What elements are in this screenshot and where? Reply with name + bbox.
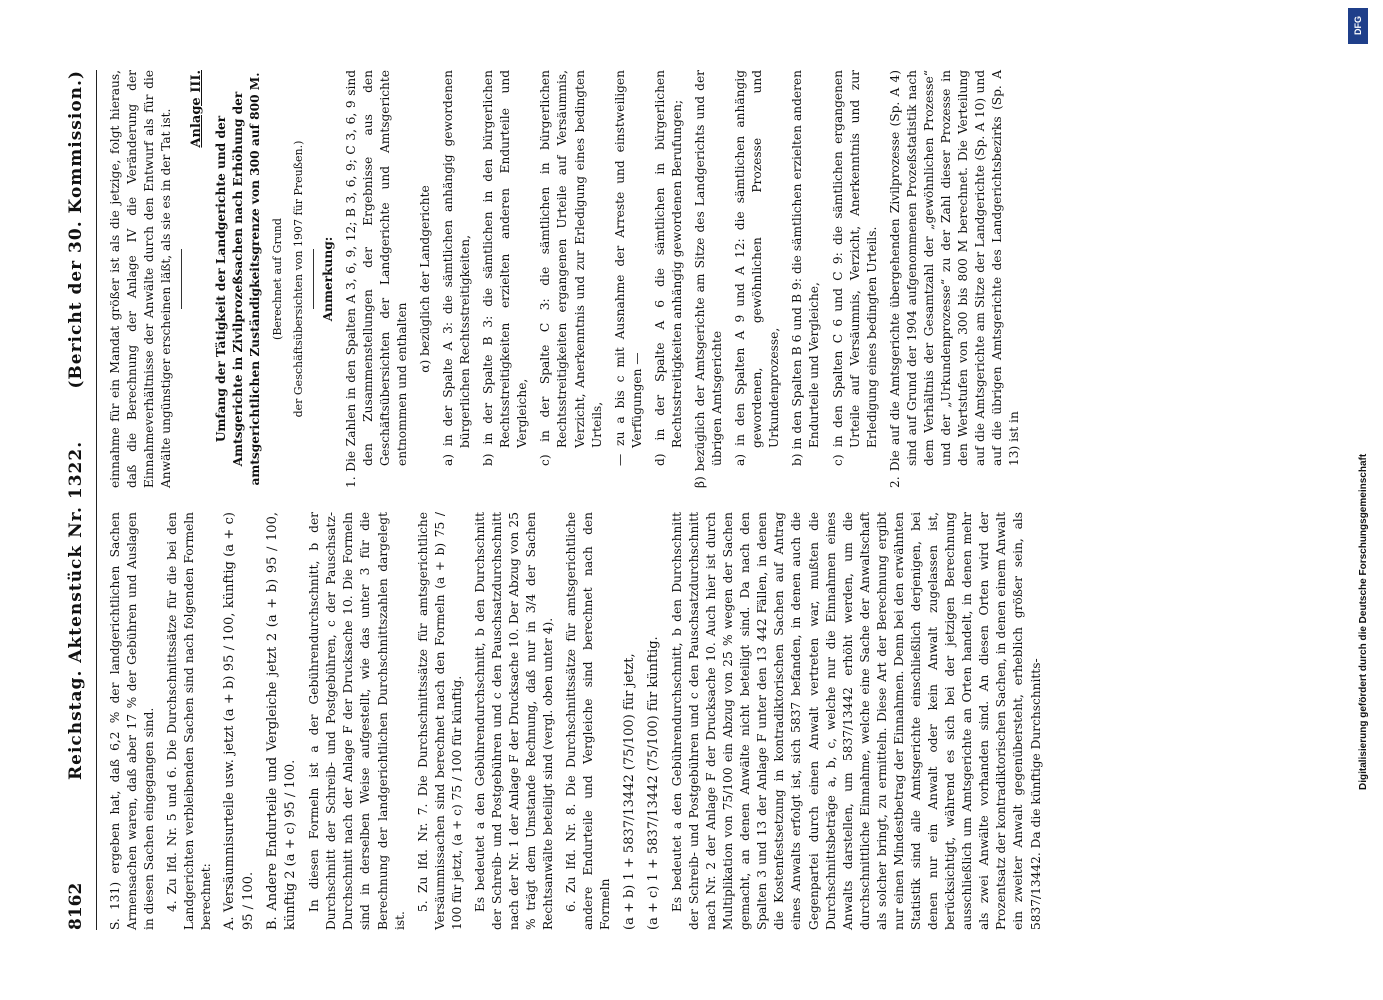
dfg-logo: DFG — [1348, 8, 1368, 44]
formula-expression: 2 (a + c) 95 / 100 — [283, 763, 299, 879]
paragraph: 5. Zu lfd. Nr. 7. Die Durchschnittssätze für amtsgerichtliche Versäumnissachen sind berechnet nach den Formeln (a + b) 75 / 100 für jetzt, (a + c) 75 / 100 für künftig. — [415, 512, 464, 930]
note-subheading: β) bezüglich der Amtsgerichte am Sitze des Landgerichts und der übrigen Amtsgerichte — [693, 70, 725, 488]
note-subitem: a) in der Spalte A 3: die sämtlichen anhängig gewordenen bürgerlichen Rechtsstreitigkeiten, — [440, 70, 473, 466]
formula-c: (a + b) 1 + 5837/13442 (75/100) für jetzt, — [621, 653, 637, 930]
note-heading: Anmerkung: — [320, 236, 335, 322]
note-subitem: c) in der Spalte C 3: die sämtlichen in bürgerlichen Rechtsstreitigkeiten ergangenen Urteile auf Versäumnis, Verzicht, Anerkenntnis und zur Erledigung eines bedingten Urteils, — [538, 70, 604, 466]
formula-expression: (a + b) 95 / 100 — [222, 616, 238, 722]
formula-a: A. Versäumnisurteile usw. jetzt (a + b) 95 / 100, künftig (a + c) 95 / 100. — [222, 512, 256, 930]
note-subitem: c) in den Spalten C 6 und C 9: die sämtlichen ergangenen Urteile auf Versäumnis, Verzicht, Anerkenntnis und zur Erledigung eines bedingten Urteils. — [830, 70, 879, 466]
note-subitem: — zu a bis c mit Ausnahme der Arreste und einstweiligen Verfügungen — — [612, 70, 644, 466]
formula-expression: (a + c) 95 / 100 — [222, 512, 256, 930]
note-subheading: α) bezüglich der Landgerichte — [417, 185, 432, 373]
paragraph: S. 131) ergeben hat, daß 6,2 % der landgerichtlichen Sachen Armensachen waren, daß aber 17 % der Gebühren und Auslagen in diesen Sachen eingegangen sind. — [108, 512, 157, 930]
note-subitem: b) in den Spalten B 6 und B 9: die sämtlichen erzielten anderen Endurteile und Vergleiche, — [790, 70, 822, 466]
formula-label: A. Versäumnisurteile usw. jetzt — [222, 725, 238, 930]
paragraph: Es bedeutet a den Gebührendurchschnitt, b den Durchschnitt der Schreib- und Postgebühren und c den Pauschsatzdurchschnitt nach der Nr. 1 der Anlage F der Drucksache 10. Der Abzug von 25 % trägt dem Umstande Rechnung, daß nur in 3/4 der Sachen Rechtsanwälte beteiligt sind (vergl. oben unter 4). — [472, 512, 556, 930]
annex-subtitle: (Berechnet auf Grund — [270, 218, 284, 340]
paragraph: Es bedeutet a den Gebührendurchschnitt, b den Durchschnitt der Schreib- und Postgebühren und c den Pauschsatzdurchschnitt nach Nr. 2 der Anlage F der Drucksache 10. Auch hier ist durch Multiplikation von 75/100 ein Abzug von 25 % wegen der Sachen gemacht, an denen Anwälte nicht beteiligt sind. Da nach den Spalten 3 und 13 der Anlage F unter den 13 442 Fällen, in denen die Kostenfestsetzung in kontradiktorischen Sachen auf Antrag eines Anwalts erfolgt ist, sich 5837 befanden, in denen auch die Gegenpartei durch einen Anwalt vertreten war, mußten die Durchschnittsbeträge a, b, c, welche nur die Einnahmen eines Anwalts darstellen, um 5837/13442 erhöht werden, um die durchschnittliche Einnahme, welche eine Sache der Anwaltschaft als solcher bringt, zu ermitteln. Diese Art der Berechnung ergibt nur einen Mindestbetrag der Einnahmen. Denn bei den erwähnten Statistik sind alle Amtsgerichte einschließlich derjenigen, bei denen nur ein Anwalt oder kein Anwalt zugelassen ist, berücksichtigt, während es sich bei der jetzigen Berechnung ausschließlich um Amtsgerichte an Orten handelt, in denen mehr als zwei Anwälte vorhanden sind. An diesen Orten wird der Prozentsatz der kontradiktorischen Sachen, in denen einem Anwalt ein zweiter Anwalt gegenübersteht, erheblich größer sein, als 5837/13442. Da die künftige Durchschnitts- — [669, 512, 1043, 930]
note-item: 1. Die Zahlen in den Spalten A 3, 6, 9, 12; B 3, 6, 9; C 3, 6, 9 sind den Zusammenstellungen der Ergebnisse aus den Geschäftsübersichten der Landgerichte und Amtsgerichte entnommen und enthalten — [343, 70, 409, 488]
formula-label: B. Andere Endurteile und Vergleiche jetzt — [264, 646, 280, 930]
digitization-credit-text: Digitalisierung gefördert durch die Deutsche Forschungsgemeinschaft — [1358, 453, 1369, 790]
right-column — [107, 70, 1051, 488]
two-column-body — [107, 70, 1051, 930]
note-subitem: d) in der Spalte A 6 die sämtlichen in bürgerlichen Rechtsstreitigkeiten anhängig gewordenen Berufungen; — [652, 70, 684, 466]
digitization-credit — [1338, 0, 1378, 1000]
note-subitem: b) in der Spalte B 3: die sämtlichen in den bürgerlichen Rechtsstreitigkeiten erzielten anderen Endurteile und Vergleiche, — [481, 70, 530, 466]
header-right-title: (Bericht der 30. Kommission.) — [66, 70, 86, 389]
note-item: 2. Die auf die Amtsgerichte übergehenden Zivilprozesse (Sp. A 4) sind auf Grund der 1904 aufgenommenen Prozeßstatistik nach dem Verhältnis der Gesamtzahl der „gewöhnlichen Prozesse“ und der „Urkundenprozesse“ zu der Zahl dieser Prozesse in den Wertstufen von 300 bis 800 M berechnet. Die Verteilung auf die Amtsgerichte am Sitze der Landgerichte (Sp. A 10) und auf die übrigen Amtsgerichte des Landgerichtsbezirks (Sp. A 13) ist in — [887, 70, 1022, 488]
formula-b: B. Andere Endurteile und Vergleiche jetzt 2 (a + b) 95 / 100, künftig 2 (a + c) 95 / 100. — [264, 512, 299, 930]
page-number: 8162 — [66, 882, 86, 930]
running-head — [62, 70, 97, 930]
annex-subtitle: der Geschäftsübersichten von 1907 für Preußen.) — [292, 140, 306, 418]
formula-expression: 2 (a + b) 95 / 100 — [264, 516, 280, 642]
paragraph: 4. Zu lfd. Nr. 5 und 6. Die Durchschnittssätze für die bei den Landgerichten verbleibenden Sachen sind nach folgenden Formeln berechnet: — [165, 512, 214, 930]
paragraph: In diesen Formeln ist a der Gebührendurchschnitt, b der Durchschnitt der Schreib- und Postgebühren, c der Pauschsatz-Durchschnitt nach der Anlage F der Drucksache 10. Die Formeln sind in derselben Weise aufgestellt, wie das unter 3 für die Berechnung der landgerichtlichen Durchschnittszahlen dargelegt ist. — [307, 512, 407, 930]
divider — [313, 249, 314, 309]
paragraph: einnahme für ein Mandat größer ist als die jetzige, folgt hieraus, daß die Berechnung der Anlage IV die Veränderung der Einnahmeverhältnisse der Anwälte durch den Entwurf als für die Anwälte ungünstiger erscheinen läßt, als sie es in der Tat ist. — [108, 70, 174, 488]
annex-title: Umfang der Tätigkeit der Landgerichte und der Amtsgerichte in Zivilprozeßsachen nach Erhöhung der amtsgerichtlichen Zuständigkeitsgrenze von 300 auf 800 M. — [213, 72, 262, 486]
note-subitem: a) in den Spalten A 9 und A 12: die sämtlichen anhängig gewordenen, gewöhnlichen Prozesse und Urkundenprozesse, — [733, 70, 782, 466]
formula-d: (a + c) 1 + 5837/13442 (75/100) für künftig. — [645, 636, 661, 930]
formula-label: künftig — [222, 561, 238, 609]
divider — [181, 249, 182, 309]
annex-label: Anlage III. — [189, 70, 205, 148]
header-left-title: Reichstag. Aktenstück Nr. 1322. — [66, 440, 86, 780]
left-column — [107, 512, 1051, 930]
formula-label: künftig — [283, 882, 299, 930]
paragraph: 6. Zu lfd. Nr. 8. Die Durchschnittssätze für amtsgerichtliche andere Endurteile und Vergleiche sind berechnet nach den Formeln — [564, 512, 613, 930]
